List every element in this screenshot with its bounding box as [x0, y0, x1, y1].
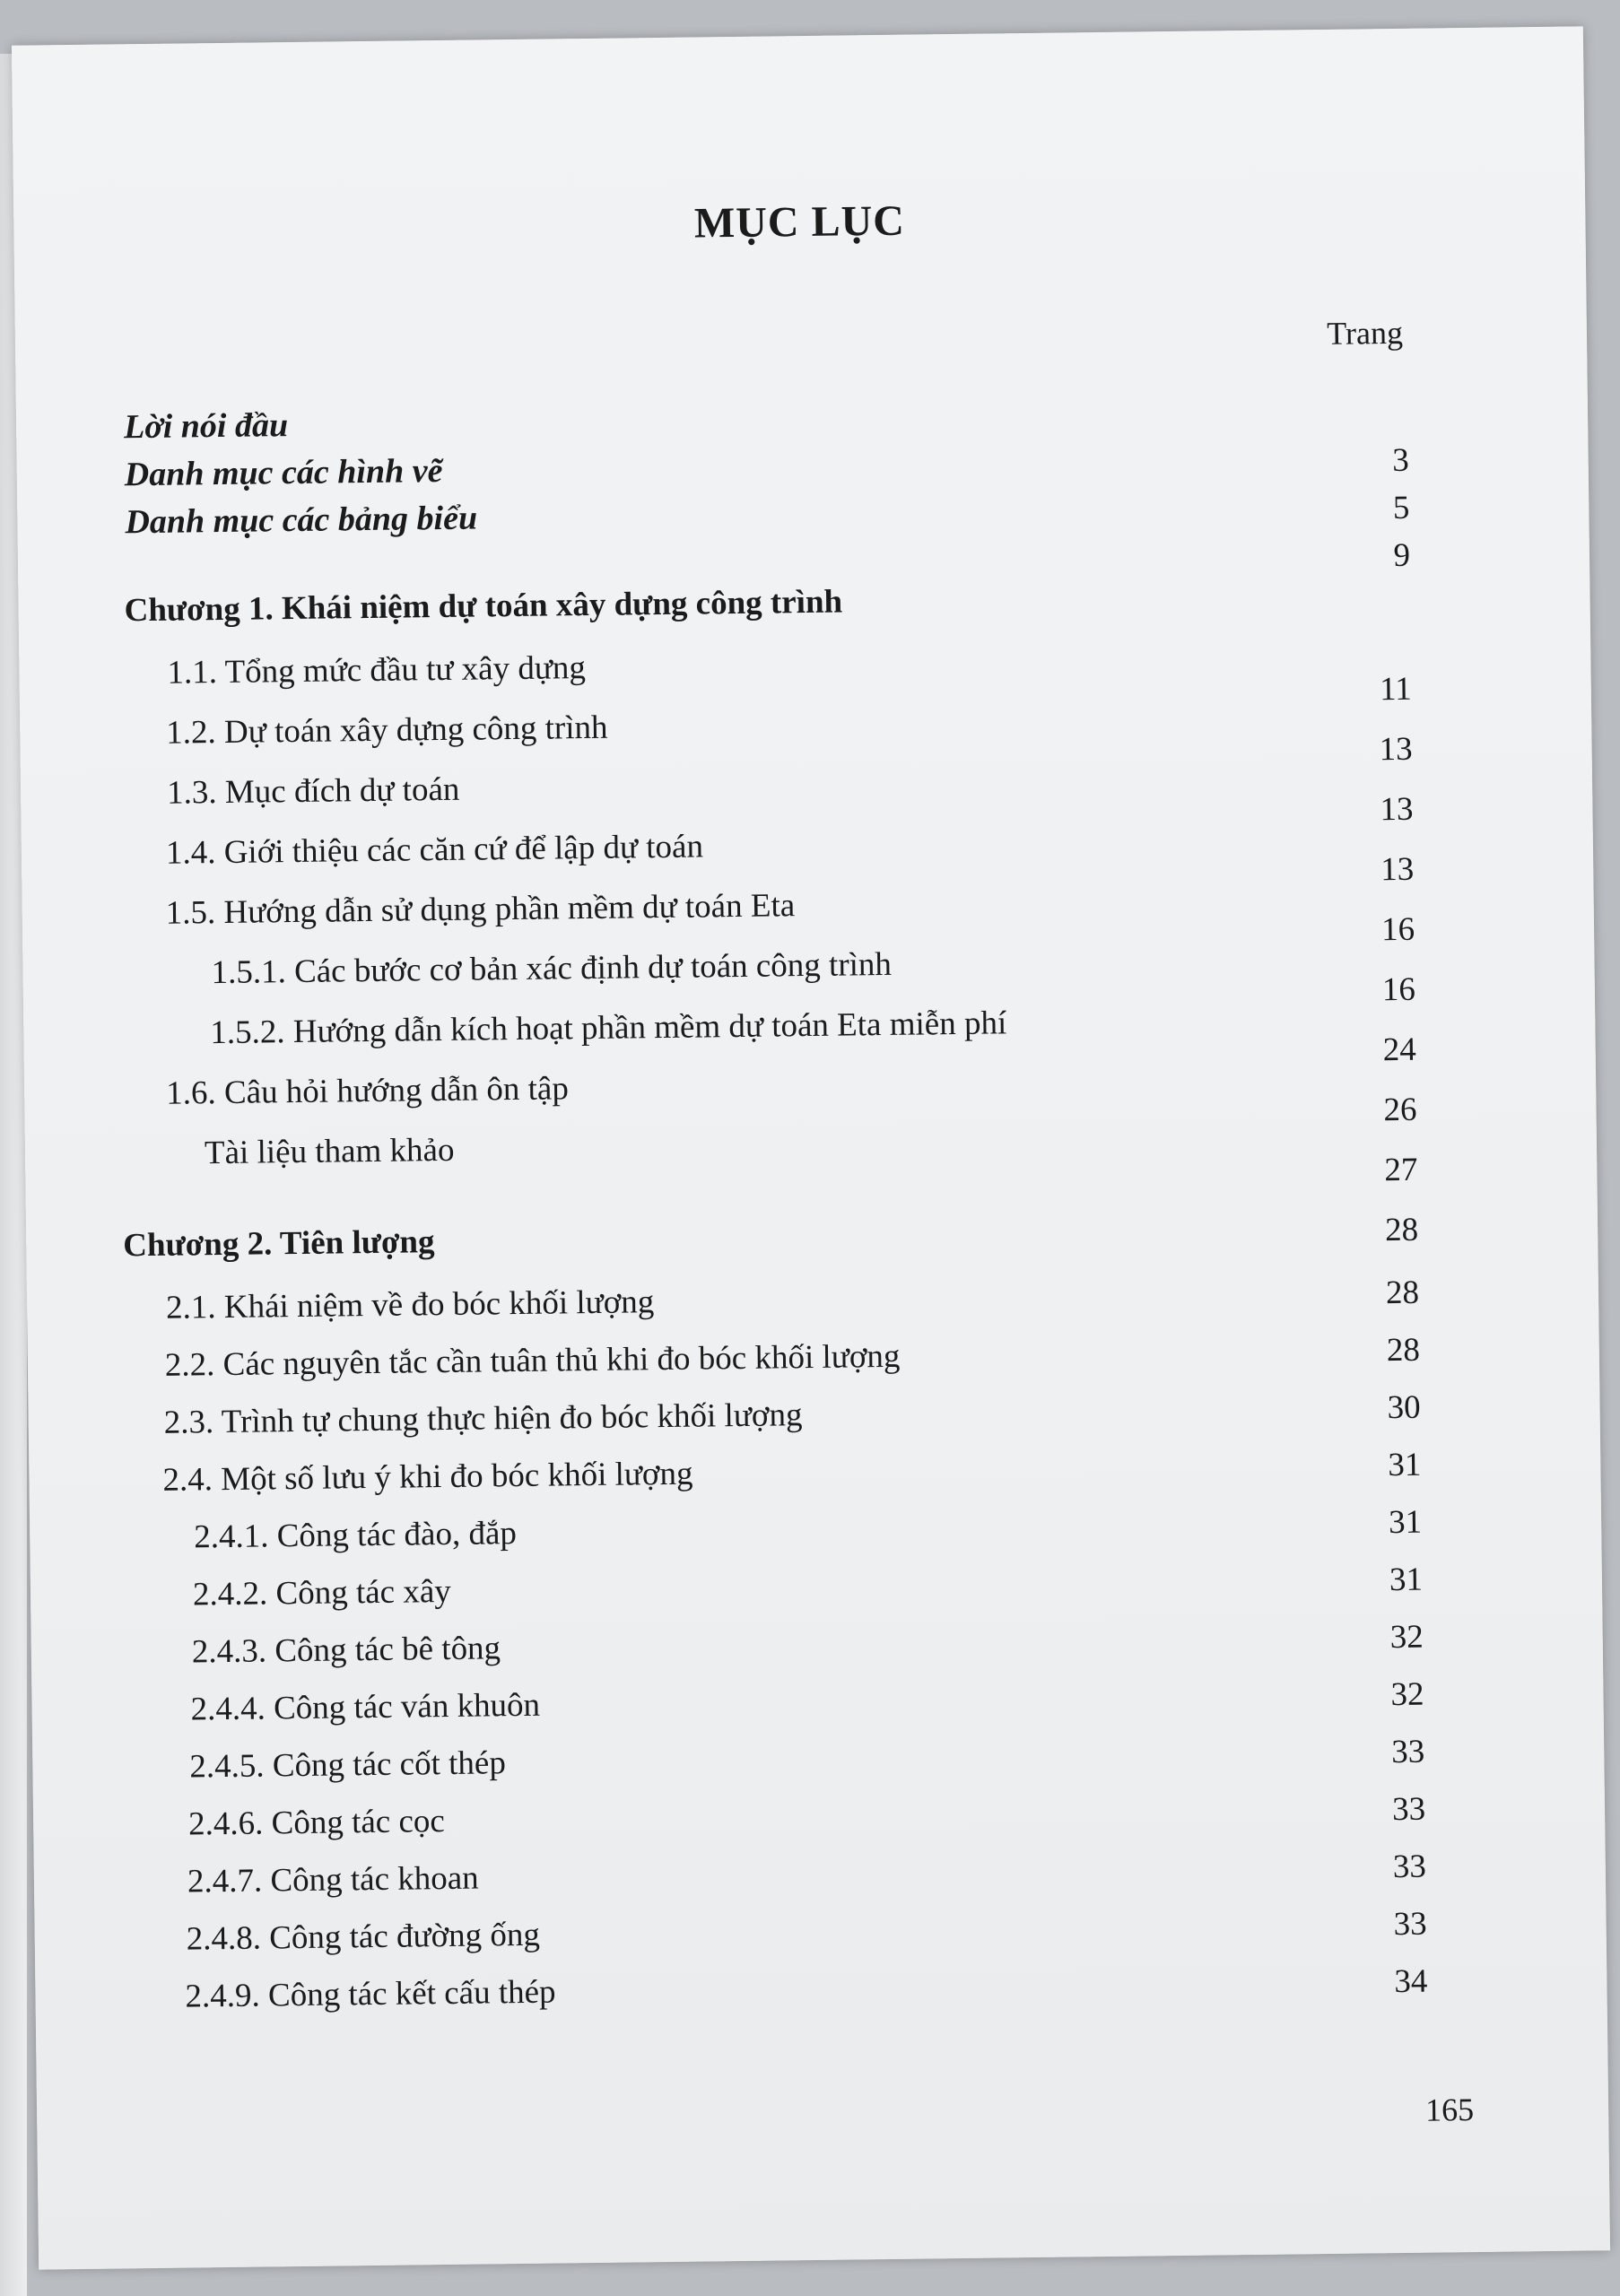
toc-label: 1.5.2. Hướng dẫn kích hoạt phần mềm dự toán Eta miễn phí — [210, 1004, 1007, 1052]
toc-label: 2.4. Một số lưu ý khi đo bóc khối lượng — [162, 1455, 693, 1499]
toc-label: Tài liệu tham khảo — [204, 1131, 455, 1172]
chapter-title: Chương 1. Khái niệm dự toán xây dựng công trình — [124, 583, 843, 630]
toc-row — [22, 936, 1595, 1009]
toc-row-chapter — [26, 1208, 1598, 1281]
toc-label: 2.4.8. Công tác đường ống — [186, 1916, 541, 1958]
toc-label: 2.4.1. Công tác đào, đắp — [193, 1515, 518, 1556]
toc-page: 32 — [1390, 1675, 1424, 1714]
book-page — [12, 26, 1610, 2269]
toc-label: 1.5.1. Các bước cơ bản xác định dự toán công trình — [211, 945, 893, 992]
toc-page: 24 — [1382, 1031, 1416, 1069]
toc-row — [24, 1057, 1597, 1129]
toc-label: 2.4.2. Công tác xây — [192, 1572, 451, 1613]
toc-page: 33 — [1391, 1790, 1426, 1829]
toc-page: 13 — [1379, 730, 1413, 769]
toc-row — [19, 636, 1591, 709]
toc-page: 13 — [1380, 790, 1414, 829]
toc-label: 2.1. Khái niệm về đo bóc khối lượng — [165, 1283, 655, 1326]
toc-label: 1.4. Giới thiệu các căn cứ để lập dự toán — [165, 828, 704, 872]
toc-page: 5 — [1392, 489, 1410, 527]
toc-page: 16 — [1380, 910, 1415, 949]
toc-label: 2.4.5. Công tác cốt thép — [189, 1744, 507, 1786]
toc-page: 28 — [1386, 1331, 1421, 1370]
toc-label: 2.4.7. Công tác khoan — [187, 1859, 479, 1900]
toc-label: 2.4.4. Công tác ván khuôn — [190, 1686, 541, 1728]
toc-page: 9 — [1393, 536, 1411, 575]
toc-page: 34 — [1394, 1962, 1428, 2001]
toc-row — [22, 816, 1594, 889]
toc-page: 30 — [1387, 1388, 1421, 1427]
toc-row — [23, 996, 1596, 1069]
toc-label: Danh mục các hình vẽ — [124, 451, 443, 494]
toc-page: 33 — [1393, 1905, 1427, 1944]
toc-label: 2.4.6. Công tác cọc — [187, 1803, 446, 1843]
toc-label: 1.5. Hướng dẫn sử dụng phần mềm dự toán Eta — [165, 887, 796, 932]
toc-row — [25, 1117, 1598, 1189]
toc-label: 1.6. Câu hỏi hướng dẫn ôn tập — [165, 1070, 570, 1112]
toc-row-chapter — [18, 573, 1590, 646]
toc-label: 1.2. Dự toán xây dựng công trình — [166, 709, 608, 752]
toc-page: 33 — [1392, 1848, 1427, 1886]
toc-label: 1.3. Mục đích dự toán — [166, 770, 460, 812]
toc-label: 1.1. Tổng mức đầu tư xây dựng — [167, 649, 587, 691]
toc-row — [21, 756, 1593, 829]
toc-label: 2.4.3. Công tác bê tông — [191, 1630, 501, 1671]
toc-page: 31 — [1388, 1446, 1422, 1484]
toc-page: 27 — [1384, 1151, 1418, 1189]
toc-row — [22, 876, 1594, 949]
toc-page: 28 — [1384, 1211, 1419, 1249]
toc-label: Lời nói đầu — [123, 406, 289, 447]
toc-label: 2.4.9. Công tác kết cấu thép — [185, 1973, 556, 2015]
toc-label: 2.3. Trình tự chung thực hiện đo bóc khối lượng — [163, 1396, 803, 1441]
toc-page: 13 — [1380, 850, 1415, 889]
toc-page: 31 — [1389, 1561, 1424, 1599]
toc-label: 2.2. Các nguyên tắc cần tuân thủ khi đo bóc khối lượng — [164, 1337, 901, 1384]
toc-page: 32 — [1389, 1618, 1424, 1657]
toc-page: 11 — [1379, 670, 1413, 709]
toc-page: 33 — [1391, 1733, 1425, 1771]
toc-page: 3 — [1391, 441, 1409, 480]
toc-page: 26 — [1383, 1091, 1417, 1129]
page-title: MỤC LỤC — [693, 196, 906, 248]
toc-page: 28 — [1385, 1274, 1420, 1312]
table-of-contents — [12, 26, 1610, 2269]
page-column-header: Trang — [1327, 314, 1404, 352]
toc-label: Danh mục các bảng biểu — [125, 499, 478, 542]
chapter-title: Chương 2. Tiên lượng — [123, 1223, 435, 1265]
toc-row — [20, 696, 1592, 769]
toc-page: 31 — [1388, 1503, 1423, 1542]
page-number: 165 — [1424, 2092, 1475, 2128]
toc-page: 16 — [1381, 970, 1416, 1009]
